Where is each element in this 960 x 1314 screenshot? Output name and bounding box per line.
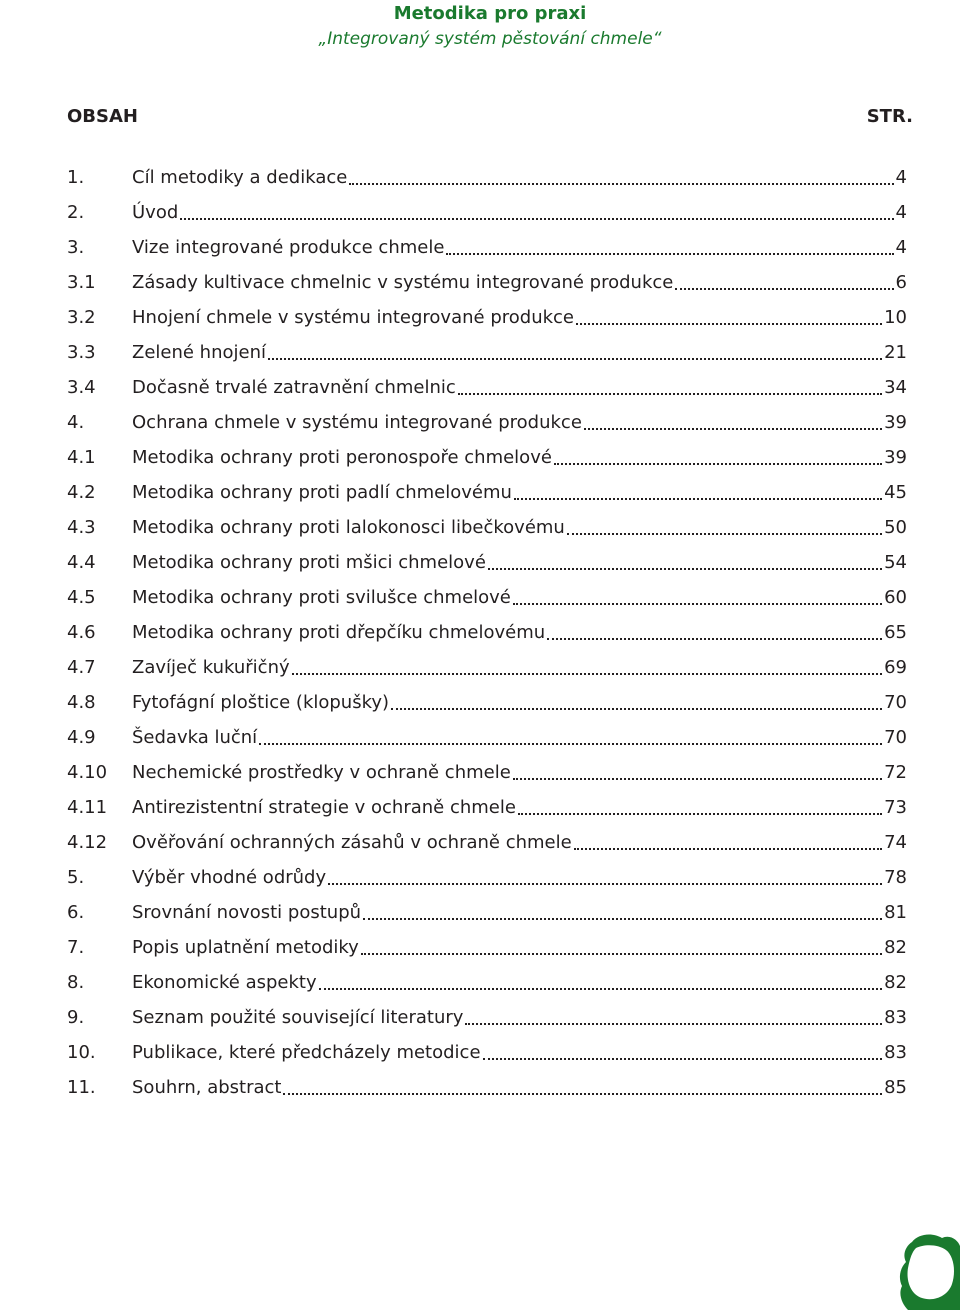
toc-entry-number: 8. (67, 972, 85, 993)
toc-dot-leader (576, 305, 882, 325)
toc-heading-page: STR. (866, 106, 913, 127)
toc-entry (67, 1005, 907, 1040)
toc-entry-title: Šedavka luční (132, 727, 258, 748)
toc-entry-page: 60 (884, 587, 907, 608)
toc-dot-leader (328, 865, 882, 885)
toc-entry-page: 39 (884, 412, 907, 433)
toc-entry (67, 165, 907, 200)
toc-entry-title: Dočasně trvalé zatravnění chmelnic (132, 377, 456, 398)
toc-entry-page: 4 (895, 202, 907, 223)
document-title: Metodika pro praxi (393, 3, 587, 24)
toc-entry-page: 34 (884, 377, 907, 398)
toc-entry (67, 235, 907, 270)
toc-entry (67, 305, 907, 340)
toc-entry (67, 480, 907, 515)
toc-dot-leader (675, 270, 893, 290)
toc-heading-contents: OBSAH (67, 106, 138, 127)
toc-entry-number: 4.8 (67, 692, 96, 713)
toc-entry-title: Vize integrované produkce chmele (132, 237, 445, 258)
toc-dot-leader (554, 445, 882, 465)
toc-entry (67, 1040, 907, 1075)
toc-entry-number: 4.10 (67, 762, 108, 783)
toc-dot-leader (574, 830, 882, 850)
toc-entry-number: 3. (67, 237, 85, 258)
toc-entry-number: 11. (67, 1077, 96, 1098)
toc-entry-title: Úvod (132, 202, 179, 223)
toc-entry-page: 81 (884, 902, 907, 923)
toc-entry-title: Ochrana chmele v systému integrované produkce (132, 412, 582, 433)
toc-dot-leader (292, 655, 882, 675)
toc-entry-page: 65 (884, 622, 907, 643)
toc-entry-page: 78 (884, 867, 907, 888)
toc-entry-number: 3.1 (67, 272, 96, 293)
toc-entry-number: 2. (67, 202, 85, 223)
toc-entry-number: 4.9 (67, 727, 96, 748)
toc-entry-page: 70 (884, 692, 907, 713)
toc-entry (67, 865, 907, 900)
toc-entry-title: Ekonomické aspekty (132, 972, 317, 993)
toc-entry (67, 620, 907, 655)
toc-entry (67, 830, 907, 865)
page-number: 5 (922, 1255, 936, 1277)
toc-entry-page: 21 (884, 342, 907, 363)
toc-entry-page: 73 (884, 797, 907, 818)
toc-entry-title: Metodika ochrany proti mšici chmelové (132, 552, 486, 573)
toc-entry-number: 5. (67, 867, 85, 888)
toc-entry (67, 340, 907, 375)
toc-entry (67, 655, 907, 690)
toc-entry-title: Publikace, které předcházely metodice (132, 1042, 481, 1063)
toc-entry-title: Hnojení chmele v systému integrované produkce (132, 307, 574, 328)
toc-entry (67, 1075, 907, 1110)
toc-entry-title: Metodika ochrany proti dřepčíku chmelovému (132, 622, 546, 643)
toc-entry (67, 200, 907, 235)
toc-entry (67, 410, 907, 445)
toc-entry-page: 39 (884, 447, 907, 468)
toc-entry (67, 725, 907, 760)
toc-entry-number: 1. (67, 167, 85, 188)
toc-entry (67, 795, 907, 830)
toc-entry-number: 3.3 (67, 342, 96, 363)
toc-entry-title: Srovnání novosti postupů (132, 902, 362, 923)
toc-entry-page: 85 (884, 1077, 907, 1098)
toc-entry-title: Ověřování ochranných zásahů v ochraně chmele (132, 832, 572, 853)
toc-entry-page: 54 (884, 552, 907, 573)
toc-entry-title: Metodika ochrany proti svilušce chmelové (132, 587, 511, 608)
toc-entry-page: 50 (884, 517, 907, 538)
toc-entry-page: 72 (884, 762, 907, 783)
toc-dot-leader (513, 760, 882, 780)
toc-dot-leader (513, 585, 882, 605)
toc-entry-page: 82 (884, 972, 907, 993)
toc-entry-number: 4.7 (67, 657, 96, 678)
toc-dot-leader (488, 550, 882, 570)
toc-entry-number: 3.4 (67, 377, 96, 398)
toc-entry-number: 3.2 (67, 307, 96, 328)
toc-entry-title: Fytofágní ploštice (klopušky) (132, 692, 390, 713)
toc-entry-number: 4.4 (67, 552, 96, 573)
toc-entry (67, 375, 907, 410)
page-number-badge (898, 1232, 960, 1310)
toc-entry-number: 7. (67, 937, 85, 958)
toc-entry-title: Zavíječ kukuřičný (132, 657, 290, 678)
toc-entry-number: 6. (67, 902, 85, 923)
toc-entry-page: 45 (884, 482, 907, 503)
toc-entry-title: Zásady kultivace chmelnic v systému integrované produkce (132, 272, 674, 293)
toc-dot-leader (514, 480, 882, 500)
toc-dot-leader (547, 620, 882, 640)
toc-entry-title: Antirezistentní strategie v ochraně chmele (132, 797, 516, 818)
toc-dot-leader (363, 900, 882, 920)
toc-entry-number: 4. (67, 412, 85, 433)
toc-entry (67, 900, 907, 935)
toc-dot-leader (567, 515, 882, 535)
toc-entry-number: 4.6 (67, 622, 96, 643)
toc-dot-leader (259, 725, 882, 745)
toc-entry (67, 935, 907, 970)
toc-entry-title: Metodika ochrany proti lalokonosci libečkovému (132, 517, 565, 538)
toc-entry-page: 4 (895, 167, 907, 188)
toc-entry-page: 4 (895, 237, 907, 258)
toc-entry-title: Popis uplatnění metodiky (132, 937, 359, 958)
toc-entry-number: 4.11 (67, 797, 108, 818)
toc-entry-page: 83 (884, 1007, 907, 1028)
toc-entry (67, 550, 907, 585)
toc-entry-number: 4.3 (67, 517, 96, 538)
toc-entry (67, 760, 907, 795)
toc-dot-leader (319, 970, 882, 990)
toc-dot-leader (180, 200, 893, 220)
document-subtitle: „Integrovaný systém pěstování chmele“ (318, 29, 662, 49)
toc-entry-number: 4.1 (67, 447, 96, 468)
toc-entry-title: Výběr vhodné odrůdy (132, 867, 327, 888)
toc-entry-title: Metodika ochrany proti padlí chmelovému (132, 482, 512, 503)
toc-entry-title: Zelené hnojení (132, 342, 266, 363)
toc-entry (67, 970, 907, 1005)
toc-entry-page: 83 (884, 1042, 907, 1063)
toc-entry (67, 270, 907, 305)
toc-entry-number: 4.12 (67, 832, 108, 853)
toc-entry-number: 9. (67, 1007, 85, 1028)
toc-entry-page: 10 (884, 307, 907, 328)
toc-entry-number: 4.5 (67, 587, 96, 608)
toc-entry-number: 4.2 (67, 482, 96, 503)
toc-dot-leader (458, 375, 882, 395)
toc-entry-title: Souhrn, abstract (132, 1077, 282, 1098)
toc-dot-leader (283, 1075, 882, 1095)
toc-entry-page: 74 (884, 832, 907, 853)
toc-entry-page: 69 (884, 657, 907, 678)
toc-entry-page: 70 (884, 727, 907, 748)
toc-heading (67, 104, 913, 130)
toc-entry (67, 690, 907, 725)
toc-entry-page: 6 (895, 272, 907, 293)
toc-entry (67, 585, 907, 620)
toc-entry (67, 515, 907, 550)
toc-dot-leader (483, 1040, 883, 1060)
toc-dot-leader (446, 235, 893, 255)
table-of-contents (67, 165, 907, 1110)
toc-entry-title: Seznam použité související literatury (132, 1007, 464, 1028)
toc-entry-page: 82 (884, 937, 907, 958)
toc-dot-leader (465, 1005, 882, 1025)
toc-entry-title: Cíl metodiky a dedikace (132, 167, 348, 188)
toc-entry-number: 10. (67, 1042, 96, 1063)
toc-dot-leader (391, 690, 882, 710)
toc-entry (67, 445, 907, 480)
toc-entry-title: Metodika ochrany proti peronospoře chmelové (132, 447, 552, 468)
toc-dot-leader (584, 410, 882, 430)
toc-dot-leader (518, 795, 882, 815)
toc-dot-leader (268, 340, 882, 360)
toc-dot-leader (361, 935, 882, 955)
toc-dot-leader (349, 165, 893, 185)
toc-entry-title: Nechemické prostředky v ochraně chmele (132, 762, 511, 783)
